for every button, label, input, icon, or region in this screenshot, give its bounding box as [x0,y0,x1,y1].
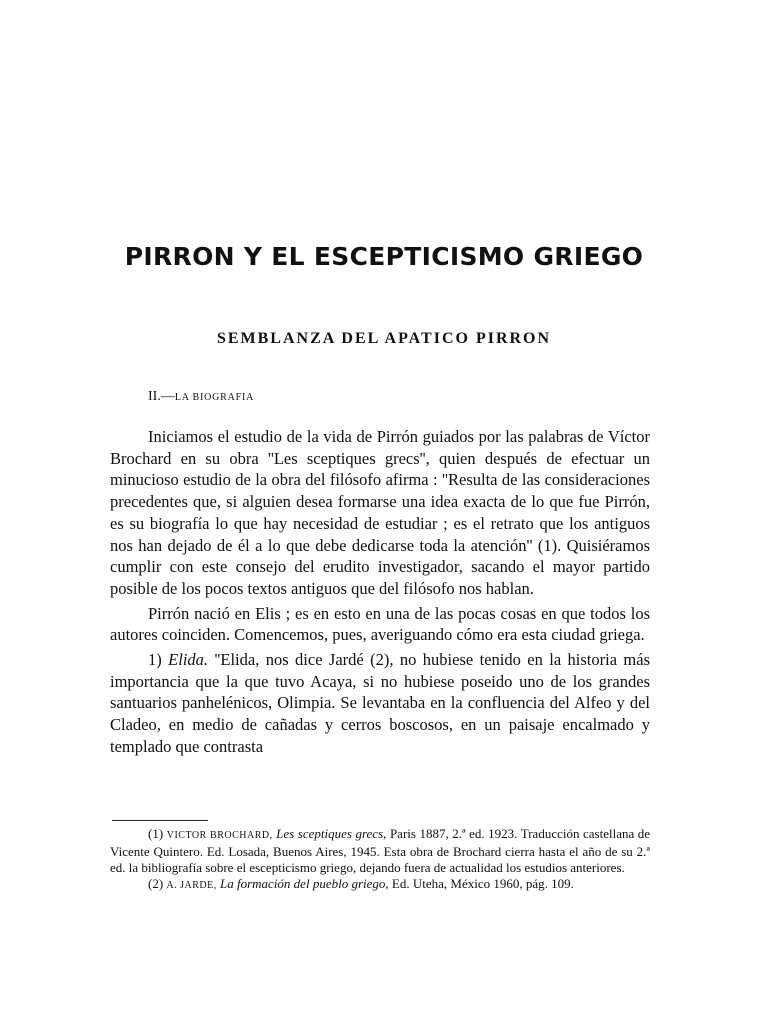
footnote-author: A. JARDE, [166,880,217,891]
footnote-text: Paris 1887, 2.ª ed. 1923. Traducción castellana de Vicente Quintero. Ed. Losada, Buenos Aires, 1945. Esta obra de Brochard cierra hasta el año de su 2.ª ed. la bibliografía sobre el escepticismo griego, dejando fuera de actualidad los estudios anteriores. [110,826,651,875]
paragraph-elida [110,649,650,758]
footnote-divider [112,820,208,821]
footnote-2 [110,876,650,894]
page-title: PIRRON Y EL ESCEPTICISMO GRIEGO [124,242,644,271]
elida-heading: Elida. [168,650,209,670]
chapter-subtitle: SEMBLANZA DEL APATICO PIRRON [216,330,552,347]
body-text [110,426,650,758]
footnote-1 [110,826,650,876]
elida-number: 1) [148,650,162,670]
footnote-author: VICTOR BROCHARD, [166,830,273,841]
section-number: II.— [148,389,175,404]
footnote-number: (2) [148,876,164,891]
paragraph-intro: Iniciamos el estudio de la vida de Pirrón guiados por las palabras de Víctor Brochard en su obra ''Les sceptiques grecs'', quien después de efectuar un minucioso estudio de la obra del filósofo afirma : ''Resulta de las consideraciones precedentes que, si alguien desea formarse una idea exacta de lo que fue Pirrón, es su biografía lo que hay necesidad de estudiar ; es el retrato que los antiguos nos han dejado de él a lo que debe dedicarse toda la atención'' (1). Quisiéramos cumplir con este consejo del erudito investigador, sacando el mayor partido posible de los pocos textos antiguos que del filósofo nos hablan. [110,427,650,598]
footnote-number: (1) [148,826,164,841]
footnotes [110,826,650,894]
footnote-work: Les sceptiques grecs, [276,826,387,841]
section-heading [148,389,254,405]
footnote-work: La formación del pueblo griego, [220,876,389,891]
elida-text: ''Elida, nos dice Jardé (2), no hubiese tenido en la historia más importancia que la que tuvo Acaya, si no hubiese poseido uno de los grandes santuarios panhelénicos, Olimpia. Se levantaba en la confluencia del Alfeo y del Cladeo, en medio de cañadas y cerros boscosos, en un paisaje encalmado y templado que contrasta [110,650,651,756]
footnote-text: Ed. Uteha, México 1960, pág. 109. [391,876,574,891]
section-label: LA BIOGRAFIA [174,392,255,403]
paragraph-birthplace: Pirrón nació en Elis ; es en esto en una de las pocas cosas en que todos los autores coinciden. Comencemos, pues, averiguando cómo era esta ciudad griega. [110,603,650,645]
